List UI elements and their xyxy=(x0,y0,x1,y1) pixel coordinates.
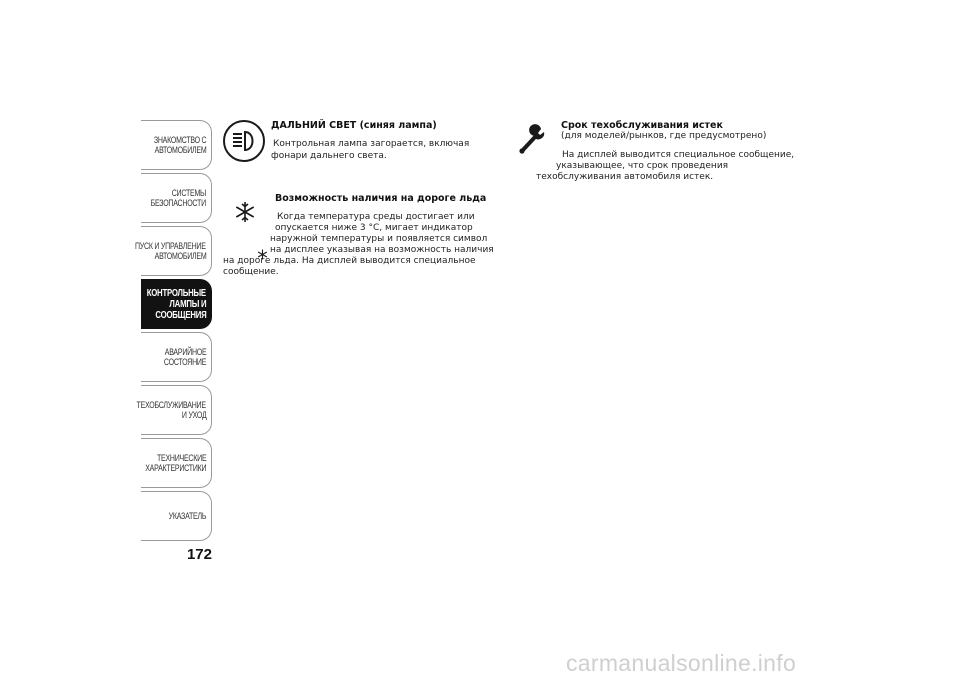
chapter-tab-label: КОНТРОЛЬНЫЕ xyxy=(146,287,206,299)
chapter-tab-label: УКАЗАТЕЛЬ xyxy=(168,511,206,521)
high-beam-text-line: Контрольная лампа загорается, включая xyxy=(273,139,470,149)
high-beam-text-line: фонари дальнего света. xyxy=(271,151,387,161)
chapter-tab-label: ЗНАКОМСТВО С xyxy=(153,135,206,145)
ice-text-line: Когда температура среды достигает или xyxy=(277,212,475,222)
chapter-tab[interactable] xyxy=(135,226,212,276)
chapter-tab-label: ХАРАКТЕРИСТИКИ xyxy=(144,463,206,473)
snowflake-icon xyxy=(234,201,256,223)
ice-text-line: опускается ниже 3 °C, мигает индикатор xyxy=(275,223,473,233)
chapter-tab-label: СИСТЕМЫ xyxy=(171,188,206,198)
chapter-tab-label: ЛАМПЫ И xyxy=(169,298,206,310)
service-text-line: На дисплей выводится специальное сообщение, xyxy=(562,150,795,160)
chapter-tab-label: ТЕХНИЧЕСКИЕ xyxy=(156,453,206,463)
chapter-tab-label: СООБЩЕНИЯ xyxy=(154,309,206,321)
service-text-line: указывающее, что срок проведения xyxy=(556,161,729,171)
high-beam-title: ДАЛЬНИЙ СВЕТ (синяя лампа) xyxy=(271,120,437,131)
chapter-tab-label: ТЕХОБСЛУЖИВАНИЕ xyxy=(136,400,206,410)
chapter-tab-label: АВАРИЙНОЕ xyxy=(164,347,206,357)
high-beam-icon xyxy=(223,120,265,162)
chapter-tab[interactable] xyxy=(141,491,212,541)
chapter-tab-label: БЕЗОПАСНОСТИ xyxy=(150,198,206,208)
chapter-tab-label: И УХОД xyxy=(181,410,206,420)
ice-text-line: сообщение. xyxy=(223,267,279,277)
ice-text-line: на дисплее указывая на возможность наличия xyxy=(270,245,494,255)
chapter-tab-label: АВТОМОБИЛЕМ xyxy=(154,145,206,155)
chapter-tab-label: СОСТОЯНИЕ xyxy=(163,357,206,367)
chapter-tab-label: ПУСК И УПРАВЛЕНИЕ xyxy=(135,241,206,251)
chapter-tab[interactable] xyxy=(141,279,212,329)
service-subtitle: (для моделей/рынков, где предусмотрено) xyxy=(561,131,767,141)
ice-text-line: на дороге льда. На дисплей выводится специальное xyxy=(223,256,476,266)
ice-text-line: наружной температуры и появляется символ xyxy=(270,234,488,244)
watermark: carmanualsonline.info xyxy=(566,650,797,676)
chapter-tab[interactable] xyxy=(141,120,212,170)
chapter-tab[interactable] xyxy=(141,173,212,223)
service-title: Срок техобслуживания истек xyxy=(561,120,723,131)
service-text-line: техобслуживания автомобиля истек. xyxy=(536,172,714,182)
snowflake-inline-icon xyxy=(257,245,268,256)
page-number: 172 xyxy=(186,546,212,563)
chapter-tab[interactable] xyxy=(141,332,212,382)
ice-title: Возможность наличия на дороге льда xyxy=(275,193,487,204)
chapter-tab-label: АВТОМОБИЛЕМ xyxy=(154,251,206,261)
wrench-icon xyxy=(516,124,548,156)
chapter-tab[interactable] xyxy=(141,438,212,488)
chapter-tab[interactable] xyxy=(136,385,212,435)
